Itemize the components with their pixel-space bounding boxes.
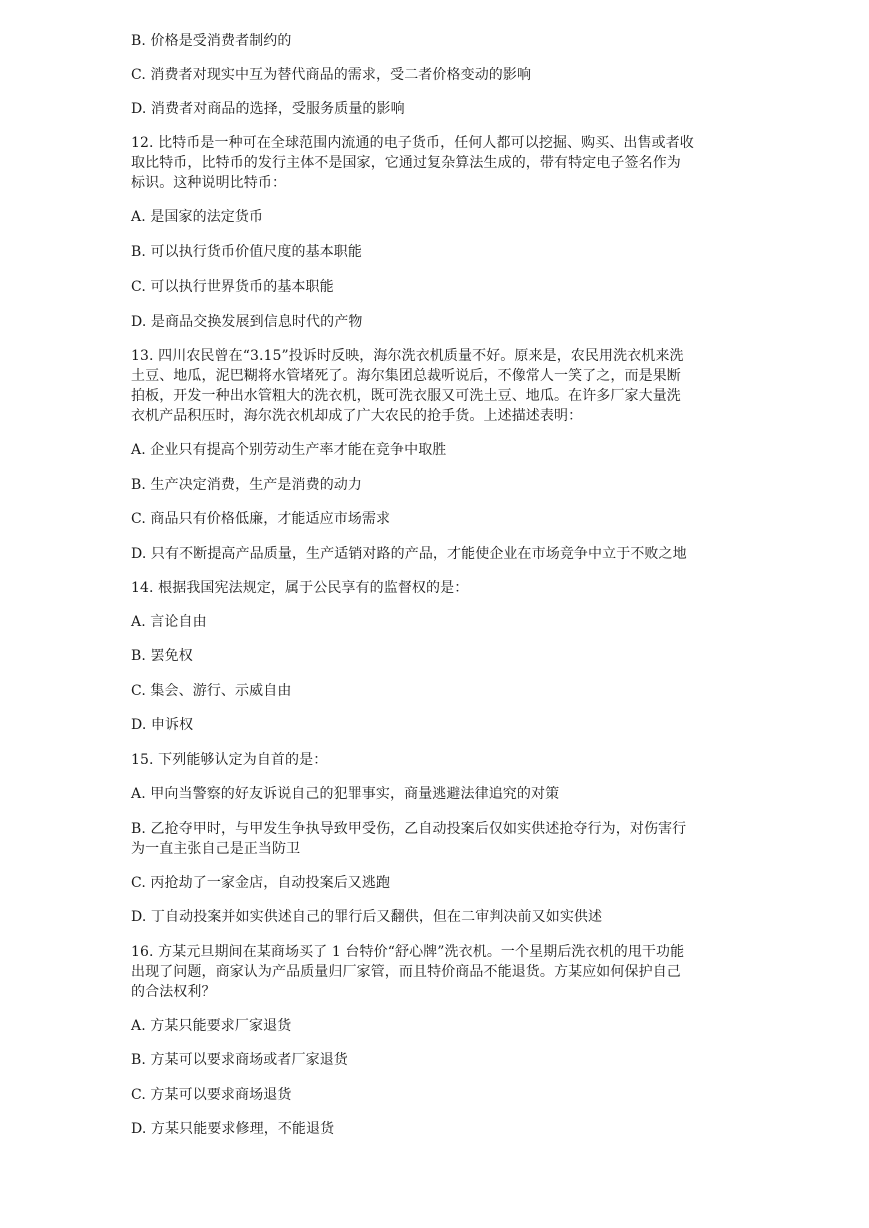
q12-stem-line-3: 标识。这种说明比特币：: [131, 175, 287, 191]
q16-option-a: A. 方某只能要求厂家退货: [131, 1018, 292, 1034]
q16-stem-line-2: 出现了问题，商家认为产品质量归厂家管，而且特价商品不能退货。方某应如何保护自己: [131, 964, 681, 980]
q15-option-c: C. 丙抢劫了一家金店，自动投案后又逃跑: [131, 875, 391, 891]
q11-option-b: B. 价格是受消费者制约的: [131, 33, 292, 49]
q12-option-a: A. 是国家的法定货币: [131, 209, 264, 225]
q13-option-c: C. 商品只有价格低廉，才能适应市场需求: [131, 511, 391, 527]
q12-option-c: C. 可以执行世界货币的基本职能: [131, 279, 334, 295]
q15-option-a: A. 甲向当警察的好友诉说自己的犯罪事实，商量逃避法律追究的对策: [131, 786, 560, 802]
q13-stem-line-4: 衣机产品积压时，海尔洗衣机却成了广大农民的抢手货。上述描述表明：: [131, 408, 583, 424]
q12-option-b: B. 可以执行货币价值尺度的基本职能: [131, 244, 362, 260]
q16-option-c: C. 方某可以要求商场退货: [131, 1087, 292, 1103]
q13-stem-line-2: 土豆、地瓜，泥巴糊将水管堵死了。海尔集团总裁听说后，不像常人一笑了之，而是果断: [131, 368, 681, 384]
q16-stem-line-1: 16. 方某元旦期间在某商场买了 1 台特价“舒心牌”洗衣机。一个星期后洗衣机的甩干功能: [131, 944, 685, 960]
q16-stem-line-3: 的合法权利？: [131, 984, 216, 1000]
q11-option-c: C. 消费者对现实中互为替代商品的需求，受二者价格变动的影响: [131, 67, 532, 83]
q13-stem-line-3: 拍板，开发一种出水管粗大的洗衣机，既可洗衣服又可洗土豆、地瓜。在许多厂家大量洗: [131, 388, 681, 404]
q11-option-d: D. 消费者对商品的选择，受服务质量的影响: [131, 101, 405, 117]
q13-option-a: A. 企业只有提高个别劳动生产率才能在竞争中取胜: [131, 442, 447, 458]
q12-option-d: D. 是商品交换发展到信息时代的产物: [131, 314, 363, 330]
q16-option-b: B. 方某可以要求商场或者厂家退货: [131, 1052, 348, 1068]
q15-option-d: D. 丁自动投案并如实供述自己的罪行后又翻供，但在二审判决前又如实供述: [131, 909, 603, 925]
q14-option-d: D. 申诉权: [131, 717, 194, 733]
q13-option-d: D. 只有不断提高产品质量，生产适销对路的产品，才能使企业在市场竞争中立于不败之地: [131, 546, 687, 562]
q13-option-b: B. 生产决定消费，生产是消费的动力: [131, 477, 362, 493]
q16-option-d: D. 方某只能要求修理，不能退货: [131, 1121, 335, 1137]
q12-stem-line-2: 取比特币，比特币的发行主体不是国家，它通过复杂算法生成的，带有特定电子签名作为: [131, 155, 681, 171]
q12-stem-line-1: 12. 比特币是一种可在全球范围内流通的电子货币，任何人都可以挖掘、购买、出售或者收: [131, 135, 694, 151]
q14-option-a: A. 言论自由: [131, 614, 207, 630]
q13-stem-line-1: 13. 四川农民曾在“3.15”投诉时反映，海尔洗衣机质量不好。原来是，农民用洗衣机来洗: [131, 348, 684, 364]
q15-stem: 15. 下列能够认定为自首的是：: [131, 752, 328, 768]
q14-option-b: B. 罢免权: [131, 648, 193, 664]
q14-stem: 14. 根据我国宪法规定，属于公民享有的监督权的是：: [131, 580, 469, 596]
q14-option-c: C. 集会、游行、示威自由: [131, 683, 292, 699]
q15-option-b-line-1: B. 乙抢夺甲时，与甲发生争执导致甲受伤，乙自动投案后仅如实供述抢夺行为，对伤害行: [131, 821, 687, 837]
q15-option-b-line-2: 为一直主张自己是正当防卫: [131, 841, 301, 857]
